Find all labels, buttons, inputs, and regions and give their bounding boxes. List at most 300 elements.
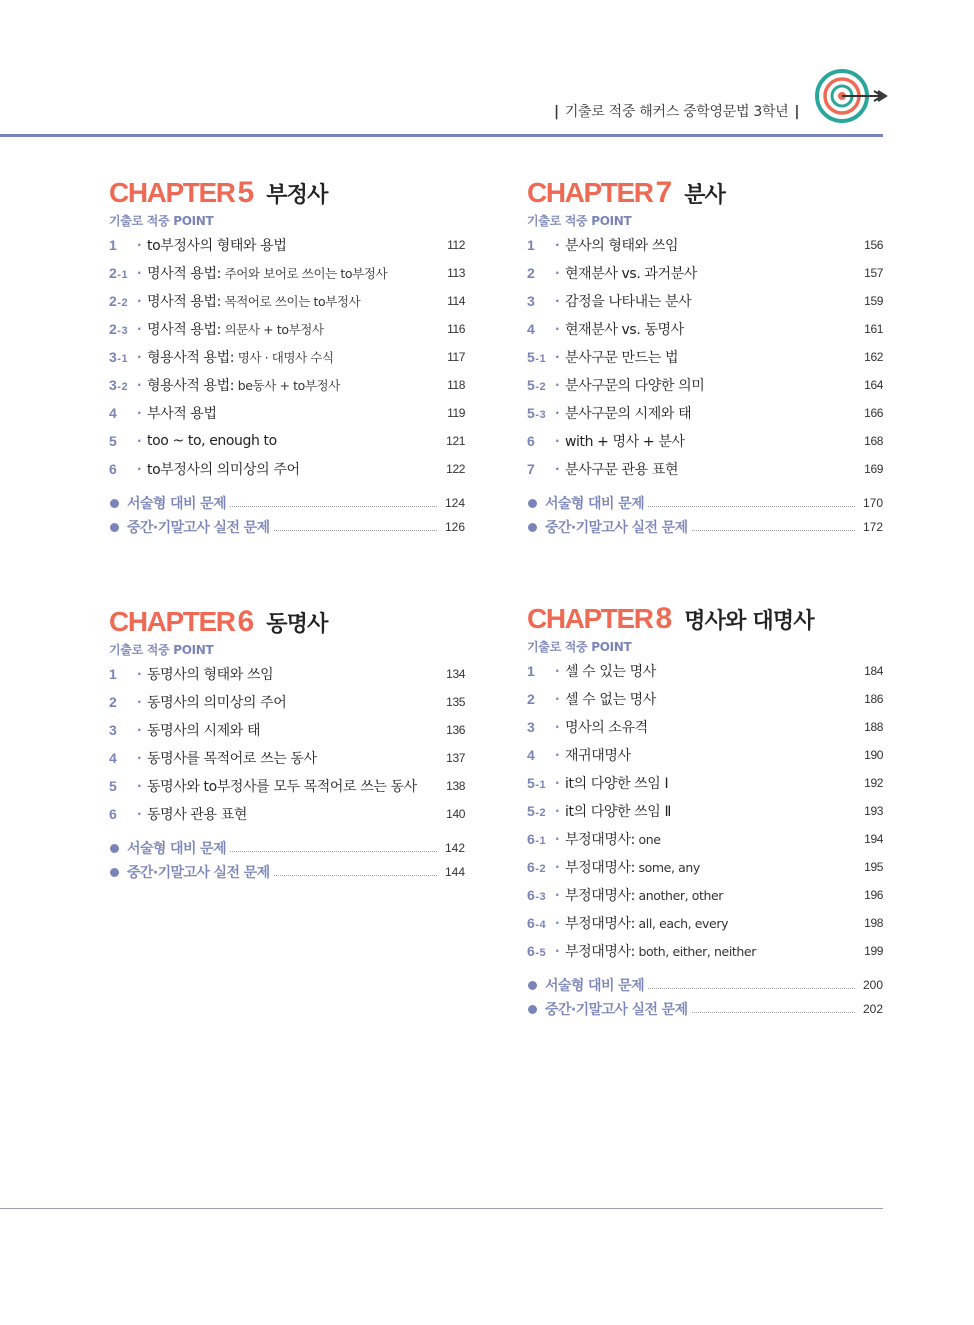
item-number-main: 5	[527, 349, 536, 365]
item-number-main: 5	[527, 377, 536, 393]
chapter-heading	[109, 176, 465, 214]
item-number	[109, 349, 137, 365]
middle-dot: ·	[555, 692, 560, 706]
item-page: 156	[864, 238, 883, 252]
item-number	[109, 778, 137, 794]
item-page: 137	[446, 751, 465, 765]
item-number-main: 6	[527, 943, 536, 959]
middle-dot: ·	[555, 804, 560, 818]
item-page: 135	[446, 695, 465, 709]
bullet-icon	[110, 868, 119, 877]
item-number-sub: -1	[535, 835, 547, 847]
item-title	[565, 403, 853, 423]
item-number	[527, 803, 555, 819]
item-title-main: too ~ to, enough to	[147, 433, 277, 449]
item-title	[565, 235, 853, 255]
item-title-main: 명사적 용법:	[147, 294, 221, 310]
item-number-main: 7	[527, 461, 536, 477]
review-list	[109, 491, 465, 539]
item-title-main: 부정대명사:	[565, 888, 635, 904]
item-number	[527, 321, 555, 337]
toc-item[interactable]	[527, 657, 883, 685]
toc-item[interactable]	[527, 825, 883, 853]
item-page: 117	[447, 350, 465, 364]
item-title-main: 감정을 나타내는 분사	[565, 294, 692, 310]
item-number	[109, 750, 137, 766]
item-title-detail: 의문사 + to부정사	[221, 322, 324, 337]
review-page: 200	[862, 978, 883, 992]
item-number-sub: -2	[535, 807, 547, 819]
toc-item[interactable]	[109, 315, 465, 343]
middle-dot: ·	[137, 406, 142, 420]
target-arrow-icon	[812, 66, 888, 126]
item-number-main: 6	[109, 806, 118, 822]
item-number-sub: -3	[535, 409, 547, 421]
review-item[interactable]	[109, 860, 465, 884]
item-title	[565, 829, 853, 849]
item-title	[565, 857, 853, 877]
item-page: 112	[447, 238, 465, 252]
middle-dot: ·	[555, 888, 560, 902]
item-number	[527, 265, 555, 281]
item-page: 188	[864, 720, 883, 734]
item-number	[527, 293, 555, 309]
item-number-main: 5	[527, 405, 536, 421]
toc-item[interactable]	[109, 231, 465, 259]
toc-item[interactable]	[527, 427, 883, 455]
item-title-main: 동명사의 시제와 태	[147, 723, 261, 739]
middle-dot: ·	[137, 751, 142, 765]
review-item[interactable]	[527, 997, 883, 1021]
item-number-sub: -3	[117, 325, 129, 337]
item-title	[565, 773, 853, 793]
toc-item[interactable]	[527, 741, 883, 769]
review-label: 중간·기말고사 실전 문제	[127, 520, 270, 536]
item-number	[527, 859, 555, 875]
item-title-main: 형용사적 용법:	[147, 378, 235, 394]
item-title-main: 명사적 용법:	[147, 322, 221, 338]
middle-dot: ·	[555, 378, 560, 392]
toc-item[interactable]	[109, 772, 465, 800]
review-page: 124	[444, 496, 465, 510]
item-number-main: 5	[109, 778, 118, 794]
item-title-main: 동명사 관용 표현	[147, 807, 247, 823]
item-page: 118	[447, 378, 465, 392]
review-page: 142	[444, 841, 465, 855]
middle-dot: ·	[555, 434, 560, 448]
item-title	[565, 913, 853, 933]
toc-item[interactable]	[527, 259, 883, 287]
chapter-5-section	[109, 176, 465, 539]
item-page: 195	[864, 860, 883, 874]
middle-dot: ·	[555, 266, 560, 280]
middle-dot: ·	[137, 238, 142, 252]
item-number-main: 5	[527, 775, 536, 791]
item-number-main: 1	[527, 237, 536, 253]
item-title	[565, 319, 853, 339]
item-title	[565, 459, 853, 479]
middle-dot: ·	[137, 667, 142, 681]
item-title-detail: some, any	[634, 860, 700, 875]
item-number-main: 3	[527, 719, 536, 735]
middle-dot: ·	[555, 832, 560, 846]
item-title-main: 분사구문의 다양한 의미	[565, 378, 705, 394]
item-number	[527, 775, 555, 791]
bullet-icon	[110, 499, 119, 508]
item-number-main: 4	[109, 750, 118, 766]
toc-item[interactable]	[109, 371, 465, 399]
item-page: 186	[864, 692, 883, 706]
review-label: 서술형 대비 문제	[127, 841, 227, 857]
item-number	[527, 691, 555, 707]
chapter-number: 7	[655, 176, 673, 209]
middle-dot: ·	[555, 720, 560, 734]
middle-dot: ·	[137, 378, 142, 392]
toc-item[interactable]	[527, 315, 883, 343]
item-title-main: 분사구문 만드는 법	[565, 350, 679, 366]
item-number	[527, 237, 555, 253]
chapter-7-section	[527, 176, 883, 539]
item-title-main: 부정대명사:	[565, 916, 635, 932]
item-title-main: with + 명사 + 분사	[565, 434, 685, 450]
toc-list	[109, 231, 465, 483]
review-item[interactable]	[109, 836, 465, 860]
footer-divider	[0, 1208, 883, 1209]
bullet-icon	[528, 981, 537, 990]
item-page: 198	[864, 916, 883, 930]
review-label: 서술형 대비 문제	[127, 496, 227, 512]
middle-dot: ·	[555, 238, 560, 252]
item-page: 121	[446, 434, 465, 448]
toc-item[interactable]	[527, 937, 883, 965]
item-title-main: 동명사를 목적어로 쓰는 동사	[147, 751, 317, 767]
bullet-icon	[528, 523, 537, 532]
item-title	[147, 291, 435, 311]
item-title	[147, 664, 435, 684]
dotted-leader	[692, 530, 855, 531]
item-number-main: 6	[527, 887, 536, 903]
item-number-sub: -2	[117, 297, 129, 309]
item-title	[147, 776, 435, 796]
toc-item[interactable]	[109, 688, 465, 716]
middle-dot: ·	[555, 294, 560, 308]
item-page: 194	[864, 832, 883, 846]
item-number-sub: -2	[535, 863, 547, 875]
toc-item[interactable]	[527, 287, 883, 315]
toc-item[interactable]	[527, 909, 883, 937]
chapter-title: 부정사	[266, 183, 328, 208]
review-item[interactable]	[527, 973, 883, 997]
toc-item[interactable]	[527, 769, 883, 797]
item-number	[109, 405, 137, 421]
item-page: 161	[864, 322, 883, 336]
chapter-number: 5	[237, 176, 255, 209]
item-number-sub: -2	[117, 381, 129, 393]
item-title	[565, 745, 853, 765]
review-item[interactable]	[109, 491, 465, 515]
item-page: 159	[864, 294, 883, 308]
middle-dot: ·	[555, 462, 560, 476]
item-number	[527, 747, 555, 763]
item-title-detail: all, each, every	[634, 916, 729, 931]
header-bar-left: |	[554, 104, 559, 120]
item-number-main: 4	[109, 405, 118, 421]
item-page: 122	[446, 462, 465, 476]
item-number-sub: -1	[117, 269, 129, 281]
item-title-detail: another, other	[634, 888, 724, 903]
item-number	[109, 237, 137, 253]
dotted-leader	[230, 851, 437, 852]
item-title	[147, 433, 435, 449]
item-title	[147, 375, 435, 395]
middle-dot: ·	[555, 776, 560, 790]
item-title	[147, 692, 435, 712]
item-number	[527, 663, 555, 679]
item-number	[527, 461, 555, 477]
item-page: 134	[446, 667, 465, 681]
item-page: 164	[864, 378, 883, 392]
middle-dot: ·	[137, 294, 142, 308]
review-list	[527, 491, 883, 539]
toc-item[interactable]	[527, 455, 883, 483]
item-title-main: 동명사의 의미상의 주어	[147, 695, 287, 711]
item-title	[565, 885, 853, 905]
item-title-main: 분사구문 관용 표현	[565, 462, 679, 478]
item-title-main: 동명사와 to부정사를 모두 목적어로 쓰는 동사	[147, 779, 417, 795]
item-number-main: 1	[109, 237, 118, 253]
toc-item[interactable]	[109, 343, 465, 371]
item-number	[109, 433, 137, 449]
toc-item[interactable]	[527, 797, 883, 825]
middle-dot: ·	[555, 322, 560, 336]
item-title	[565, 263, 853, 283]
review-item[interactable]	[527, 491, 883, 515]
item-number	[527, 433, 555, 449]
middle-dot: ·	[137, 266, 142, 280]
review-page: 126	[444, 520, 465, 534]
middle-dot: ·	[137, 462, 142, 476]
toc-item[interactable]	[109, 427, 465, 455]
item-number	[109, 666, 137, 682]
toc-item[interactable]	[109, 800, 465, 828]
middle-dot: ·	[555, 944, 560, 958]
item-title-main: 부정대명사:	[565, 832, 635, 848]
item-title	[565, 941, 853, 961]
review-list	[109, 836, 465, 884]
item-page: 184	[864, 664, 883, 678]
item-number-main: 6	[109, 461, 118, 477]
item-title	[147, 804, 435, 824]
toc-item[interactable]	[527, 343, 883, 371]
toc-list	[109, 660, 465, 828]
toc-item[interactable]	[109, 287, 465, 315]
point-label: 기출로 적중 POINT	[527, 214, 632, 228]
item-number-main: 6	[527, 433, 536, 449]
toc-item[interactable]	[527, 881, 883, 909]
item-page: 168	[864, 434, 883, 448]
bullet-icon	[110, 523, 119, 532]
item-title	[565, 347, 853, 367]
chapter-title: 동명사	[266, 612, 328, 637]
item-number-sub: -5	[535, 947, 547, 959]
item-number	[109, 722, 137, 738]
review-page: 144	[444, 865, 465, 879]
item-page: 169	[864, 462, 883, 476]
review-label: 서술형 대비 문제	[545, 496, 645, 512]
item-number	[527, 405, 555, 421]
item-number	[109, 321, 137, 337]
item-number	[527, 831, 555, 847]
item-number-sub: -3	[535, 891, 547, 903]
item-title-main: 형용사적 용법:	[147, 350, 235, 366]
item-number-main: 4	[527, 747, 536, 763]
item-title-main: 부정대명사:	[565, 944, 635, 960]
review-label: 중간·기말고사 실전 문제	[127, 865, 270, 881]
item-title-main: 부사적 용법	[147, 406, 217, 422]
item-title-main: 현재분사 vs. 동명사	[565, 322, 684, 338]
review-label: 중간·기말고사 실전 문제	[545, 520, 688, 536]
review-page: 172	[862, 520, 883, 534]
item-title-main: 분사구문의 시제와 태	[565, 406, 692, 422]
item-title	[565, 291, 853, 311]
item-number	[527, 915, 555, 931]
chapter-word: CHAPTER	[527, 177, 653, 208]
toc-item[interactable]	[109, 455, 465, 483]
item-number	[109, 377, 137, 393]
item-number-sub: -1	[535, 353, 547, 365]
chapter-word: CHAPTER	[109, 177, 235, 208]
toc-item[interactable]	[109, 660, 465, 688]
item-title-main: 현재분사 vs. 과거분사	[565, 266, 697, 282]
item-number-main: 3	[527, 293, 536, 309]
dotted-leader	[230, 506, 437, 507]
running-header	[548, 101, 805, 121]
item-title-detail: 주어와 보어로 쓰이는 to부정사	[221, 266, 388, 281]
chapter-heading	[109, 605, 465, 643]
toc-item[interactable]	[109, 399, 465, 427]
chapter-number: 8	[655, 602, 673, 635]
chapter-heading	[527, 176, 883, 214]
item-number-main: 6	[527, 831, 536, 847]
toc-item[interactable]	[109, 716, 465, 744]
item-number-main: 5	[109, 433, 118, 449]
item-number-main: 4	[527, 321, 536, 337]
middle-dot: ·	[137, 350, 142, 364]
item-number-main: 3	[109, 349, 118, 365]
item-number	[527, 719, 555, 735]
toc-item[interactable]	[527, 371, 883, 399]
chapter-word: CHAPTER	[109, 606, 235, 637]
item-number	[109, 461, 137, 477]
item-title	[147, 748, 435, 768]
point-label: 기출로 적중 POINT	[109, 643, 214, 657]
item-title	[147, 263, 435, 283]
item-page: 162	[864, 350, 883, 364]
toc-item[interactable]	[527, 399, 883, 427]
dotted-leader	[274, 875, 437, 876]
item-page: 114	[447, 294, 465, 308]
middle-dot: ·	[137, 723, 142, 737]
dotted-leader	[692, 1012, 855, 1013]
item-title	[565, 661, 853, 681]
toc-item[interactable]	[109, 259, 465, 287]
item-number-main: 2	[527, 691, 536, 707]
item-number	[109, 265, 137, 281]
item-title-main: 동명사의 형태와 쓰임	[147, 667, 274, 683]
middle-dot: ·	[555, 350, 560, 364]
item-title-detail: 목적어로 쓰이는 to부정사	[221, 294, 361, 309]
chapter-word: CHAPTER	[527, 603, 653, 634]
point-label: 기출로 적중 POINT	[109, 214, 214, 228]
item-title-main: it의 다양한 쓰임 Ⅱ	[565, 804, 671, 820]
item-page: 116	[447, 322, 465, 336]
item-title	[147, 235, 435, 255]
item-number-main: 1	[109, 666, 118, 682]
item-page: 138	[446, 779, 465, 793]
item-page: 157	[864, 266, 883, 280]
item-number-main: 2	[109, 321, 118, 337]
item-title-main: 명사의 소유격	[565, 720, 648, 736]
chapter-title: 분사	[684, 183, 726, 208]
toc-item[interactable]	[109, 744, 465, 772]
item-page: 119	[447, 406, 465, 420]
toc-list	[527, 231, 883, 483]
toc-item[interactable]	[527, 231, 883, 259]
review-item[interactable]	[109, 515, 465, 539]
item-page: 140	[446, 807, 465, 821]
point-label: 기출로 적중 POINT	[527, 640, 632, 654]
review-label: 서술형 대비 문제	[545, 978, 645, 994]
middle-dot: ·	[555, 406, 560, 420]
middle-dot: ·	[137, 779, 142, 793]
item-number	[527, 349, 555, 365]
item-title	[565, 801, 853, 821]
middle-dot: ·	[137, 434, 142, 448]
item-number-sub: -2	[535, 381, 547, 393]
toc-item[interactable]	[527, 713, 883, 741]
item-title	[147, 319, 435, 339]
dotted-leader	[648, 988, 855, 989]
item-title-detail: one	[634, 832, 661, 847]
review-item[interactable]	[527, 515, 883, 539]
item-number	[527, 887, 555, 903]
item-title-main: to부정사의 의미상의 주어	[147, 462, 300, 478]
middle-dot: ·	[555, 664, 560, 678]
header-divider	[0, 134, 883, 137]
item-number-main: 2	[109, 293, 118, 309]
item-page: 196	[864, 888, 883, 902]
item-number-main: 2	[109, 694, 118, 710]
item-title-main: 분사의 형태와 쓰임	[565, 238, 679, 254]
item-number-main: 3	[109, 377, 118, 393]
item-title-main: to부정사의 형태와 용법	[147, 238, 287, 254]
chapter-number: 6	[237, 605, 255, 638]
item-number	[109, 694, 137, 710]
item-title-main: 셀 수 없는 명사	[565, 692, 656, 708]
dotted-leader	[648, 506, 855, 507]
bullet-icon	[528, 1005, 537, 1014]
toc-item[interactable]	[527, 685, 883, 713]
item-title	[147, 403, 435, 423]
middle-dot: ·	[137, 695, 142, 709]
item-number-main: 3	[109, 722, 118, 738]
toc-item[interactable]	[527, 853, 883, 881]
item-number-main: 5	[527, 803, 536, 819]
item-page: 190	[864, 748, 883, 762]
chapter-8-section	[527, 602, 883, 1021]
item-title	[565, 717, 853, 737]
item-title-main: 셀 수 있는 명사	[565, 664, 656, 680]
